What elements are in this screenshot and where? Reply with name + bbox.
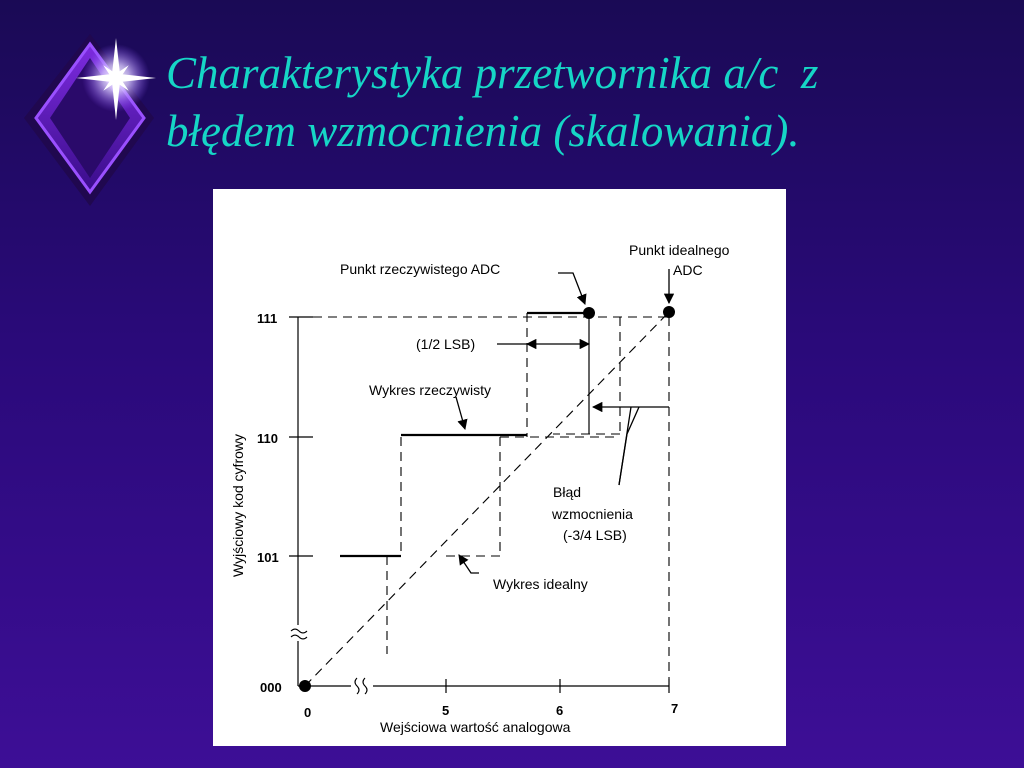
ideal-adc-point xyxy=(663,306,675,318)
actual-curve-label: Wykres rzeczywisty xyxy=(369,382,491,398)
actual-adc-point xyxy=(583,307,595,319)
x-tick-6: 6 xyxy=(556,703,564,718)
ideal-curve-label: Wykres idealny xyxy=(493,576,588,592)
y-tick-101: 101 xyxy=(257,550,279,565)
ideal-curve xyxy=(305,312,669,686)
half-lsb-label: (1/2 LSB) xyxy=(416,336,476,352)
actual-point-label: Punkt rzeczywistego ADC xyxy=(340,261,501,277)
diamond-star-icon xyxy=(20,30,170,210)
x-tick-7: 7 xyxy=(671,701,679,716)
slide-title xyxy=(166,44,1006,160)
x-axis-break-icon xyxy=(355,678,367,694)
gain-error-label-3: (-3/4 LSB) xyxy=(563,527,627,543)
title-line-1: Charakterystyka przetwornika a/c z xyxy=(166,48,819,98)
origin-point xyxy=(299,680,311,692)
x-tick-0: 0 xyxy=(304,705,312,720)
ideal-point-label-2: ADC xyxy=(673,262,703,278)
x-tick-5: 5 xyxy=(442,703,450,718)
y-tick-111: 111 xyxy=(257,311,278,326)
axes xyxy=(289,317,669,693)
y-axis-label: Wyjściowy kod cyfrowy xyxy=(230,433,246,577)
y-tick-110: 110 xyxy=(257,431,278,446)
gain-error-label-1: Błąd xyxy=(553,484,582,500)
adc-gain-error-diagram xyxy=(213,189,786,746)
title-line-2: błędem wzmocnienia (skalowania). xyxy=(166,106,800,156)
gain-error-label-2: wzmocnienia xyxy=(552,506,633,522)
y-tick-000: 000 xyxy=(260,680,282,695)
ideal-point-label-1: Punkt idealnego xyxy=(629,242,730,258)
y-axis-break-icon xyxy=(291,629,307,639)
x-axis-label: Wejściowa wartość analogowa xyxy=(380,719,571,735)
